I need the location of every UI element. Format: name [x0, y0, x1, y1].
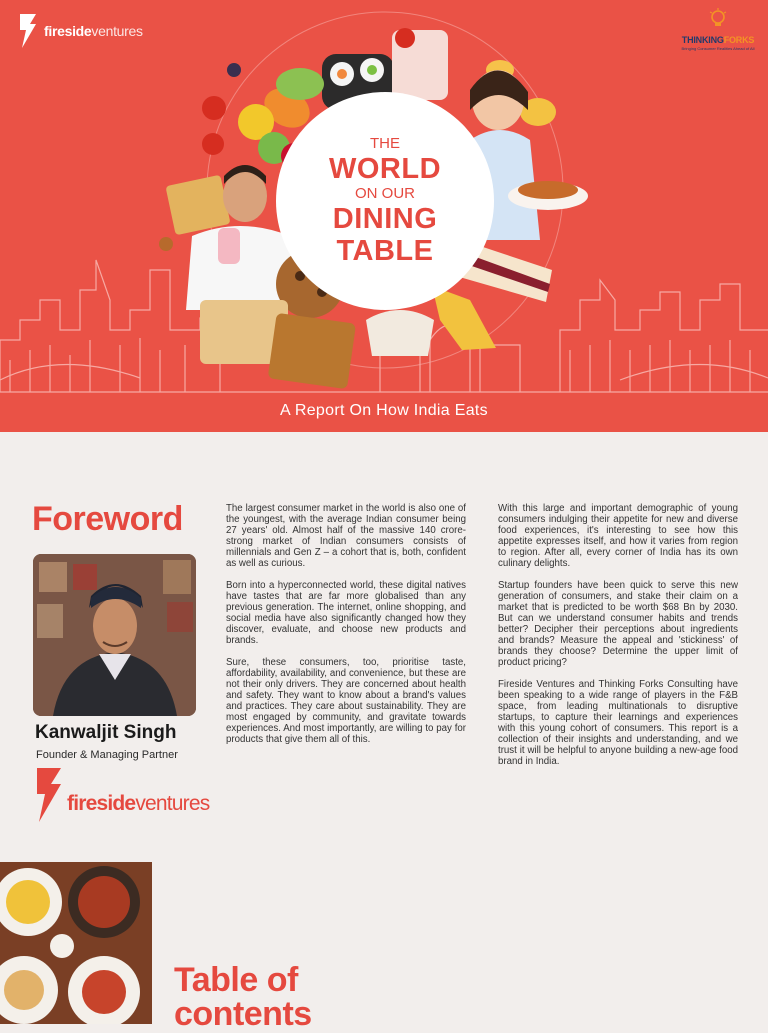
foreword-column-1: [226, 503, 466, 756]
thinking-forks-logo: THINKINGFORKS Bringing Consumer Realities Ahead of All: [680, 8, 756, 51]
foreword-paragraph: Born into a hyperconnected world, these digital natives have tastes that are far more globalised than any previous generation. The internet, online shopping, and social media have also significantly changed how they discover, evaluate, and choose new products and brands.: [226, 580, 466, 646]
cover-hero: [0, 0, 768, 432]
report-title: [276, 92, 494, 310]
foreword-heading: Foreword: [32, 500, 183, 538]
foreword-paragraph: Startup founders have been quick to serve this new generation of consumers, and stake their claim on a market that is predicted to be worth $68 Bn by 2030. But can we understand consumer habits and trends better? Decipher their perceptions about ingredients and brands? Measure the appeal and 'stickiness' of brands they choose? Determine the upper limit of product pricing?: [498, 580, 738, 668]
fireside-ventures-wordmark: firesideventures: [44, 23, 143, 39]
foreword-paragraph: The largest consumer market in the world is also one of the youngest, with the average Indian consumer being 27 years' old. Almost half of the massive 140 crore-strong market of Indian consumers consists of millennials and Gen Z – a cohort that is, both, confident as well as curious.: [226, 503, 466, 569]
foreword-column-2: [498, 503, 738, 778]
food-platter-photo: [0, 862, 152, 1024]
title-line-the: THE: [370, 135, 400, 152]
foreword-paragraph: Sure, these consumers, too, prioritise taste, affordability, availability, and convenience, but these are not their only drivers. They are concerned about health and safety. They want to know about a brand's values and practices. They care about sustainability. They are most engaged by community, and gravitate towards experiences. And most importantly, are willing to pay for products that give them all of this.: [226, 657, 466, 745]
foreword-paragraph: With this large and important demographic of young consumers indulging their appetite for new and diverse food experiences, it's interesting to see how this appetite expresses itself, and how it varies from region to region. After all, every corner of India has its own culinary delights.: [498, 503, 738, 569]
foreword-paragraph: Fireside Ventures and Thinking Forks Consulting have been speaking to a wide range of players in the F&B space, from leading multinationals to disruptive startups, to capture their learnings and experiences with this young cohort of consumers. This report is a collection of their insights and understanding, and we trust it will be helpful to anyone building a new-age food brand in India.: [498, 679, 738, 767]
author-role: Founder & Managing Partner: [36, 749, 178, 761]
title-line-table: TABLE: [336, 235, 434, 267]
author-portrait: [33, 554, 196, 716]
report-subtitle: A Report On How India Eats: [280, 402, 488, 419]
fireside-ventures-logo: [16, 12, 143, 50]
table-of-contents-heading: Table of contents: [174, 961, 312, 1033]
fireside-ventures-logo-large: firesideventures: [31, 766, 209, 824]
author-name: Kanwaljit Singh: [35, 722, 177, 743]
fireside-flame-icon: [31, 766, 65, 824]
thinking-forks-tagline: Bringing Consumer Realities Ahead of All: [681, 46, 755, 51]
title-line-world: WORLD: [328, 153, 442, 185]
lightbulb-icon: [708, 8, 728, 30]
title-line-on-our: ON OUR: [355, 185, 415, 202]
title-line-dining: DINING: [332, 203, 438, 235]
fireside-flame-icon: [16, 12, 40, 50]
